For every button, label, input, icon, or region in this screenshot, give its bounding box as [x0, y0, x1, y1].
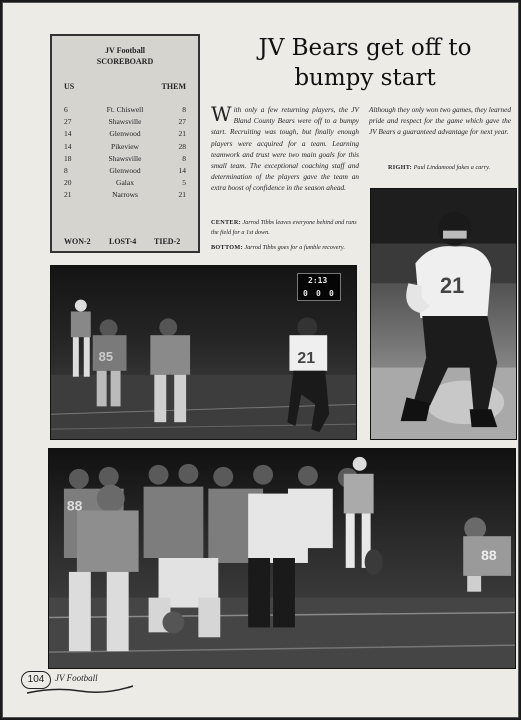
- them-score: 14: [178, 165, 186, 175]
- scoreboard-title-line1: JV Football: [104, 46, 146, 55]
- scoreboard-home-score: 0: [303, 289, 308, 298]
- caption-center-text: Jarrod Tibbs leaves everyone behind and runs the field for a 1st down.: [211, 219, 357, 236]
- opponent: Shawsville: [108, 117, 142, 127]
- story-text-1: ith only a few returning players, the JV Bland County Bears were off to a bumpy start. Recruiting was tough, but finally enough players were acquired for a team. Learning teamwork and trust were two main goals for this small team. The exceptional coaching staff and determination of the players gave the team an extra boost of confidence in the season ahead.: [211, 105, 359, 193]
- headline-line1: JV Bears get off to: [258, 35, 472, 61]
- jersey-number-bottom-right: 88: [481, 547, 497, 563]
- photo-right-scene: [371, 189, 516, 439]
- photo-center: [50, 265, 357, 440]
- photo-bottom-scene: [49, 449, 515, 668]
- us-score: 27: [64, 117, 72, 127]
- us-score: 14: [64, 129, 72, 139]
- opponent: Ft. Chiswell: [106, 105, 144, 114]
- caption-right-label: RIGHT:: [388, 164, 413, 171]
- them-score: 21: [178, 190, 186, 200]
- us-score: 20: [64, 178, 72, 188]
- scoreboard-clock: 2:13: [308, 276, 328, 285]
- opponent: Narrows: [112, 190, 138, 200]
- game-row: [64, 116, 186, 128]
- game-row: [64, 153, 186, 165]
- game-row: [64, 128, 186, 140]
- caption-right: [388, 163, 513, 173]
- opponent: Glenwood: [109, 129, 141, 139]
- caption-center: [211, 218, 361, 237]
- scoreboard-away-score: 0: [329, 289, 334, 298]
- section-label: JV Football: [55, 673, 98, 683]
- them-score: 21: [178, 129, 186, 139]
- them-score: 8: [182, 153, 186, 163]
- page-number: 104: [21, 671, 51, 689]
- game-row: [64, 177, 186, 189]
- opponent: Glenwood: [109, 165, 141, 175]
- lost-count: LOST-4: [109, 237, 137, 246]
- caption-bottom-label: BOTTOM:: [211, 244, 243, 251]
- photo-right: [370, 188, 517, 440]
- opponent: Shawsville: [108, 153, 142, 163]
- photo-bottom: [48, 448, 516, 669]
- headline-line2: bumpy start: [294, 65, 436, 91]
- drop-cap: W: [211, 102, 232, 126]
- scoreboard-title-line2: SCOREBOARD: [96, 57, 154, 66]
- opponent: Galax: [116, 178, 134, 188]
- them-score: 8: [182, 105, 186, 114]
- them-score: 28: [178, 141, 186, 151]
- story-column-2: [369, 104, 511, 138]
- headline: [225, 33, 505, 93]
- jersey-number-center-runner: 21: [297, 349, 316, 367]
- game-row: [64, 141, 186, 153]
- us-score: 14: [64, 141, 72, 151]
- yearbook-page: [2, 2, 519, 718]
- them-score: 27: [178, 117, 186, 127]
- them-column-header: THEM: [161, 82, 186, 91]
- won-count: WON-2: [64, 237, 91, 246]
- caption-bottom: [211, 243, 361, 253]
- scoreboard-title: [52, 45, 198, 67]
- scoreboard-rows: [64, 104, 186, 202]
- jersey-number-center-left: 85: [98, 348, 114, 364]
- us-score: 18: [64, 153, 72, 163]
- us-column-header: US: [64, 82, 75, 91]
- game-row: [64, 189, 186, 201]
- scoreboard-mid-digit: 0: [316, 289, 321, 298]
- them-score: 5: [182, 178, 186, 188]
- story-column-1: [211, 104, 359, 194]
- footer-swash-ornament: [25, 683, 135, 697]
- game-row: [64, 165, 186, 177]
- jersey-number-right: 21: [440, 273, 465, 299]
- story-text-2: Although they only won two games, they learned pride and respect for the game which gave the JV Bears a guaranteed advantage for next year.: [369, 105, 511, 137]
- stadium-scoreboard: [297, 273, 341, 301]
- tied-count: TIED-2: [154, 237, 181, 246]
- caption-right-text: Paul Lindamood fakes a carry.: [413, 164, 491, 171]
- scoreboard-box: [50, 34, 200, 253]
- caption-center-label: CENTER:: [211, 219, 241, 226]
- us-score: 6: [64, 105, 68, 114]
- us-score: 21: [64, 190, 72, 200]
- us-score: 8: [64, 165, 68, 175]
- jersey-number-bottom-left: 88: [66, 497, 83, 514]
- opponent: Pikeview: [111, 141, 139, 151]
- caption-bottom-text: Jarrod Tibbs goes for a fumble recovery.: [244, 244, 345, 251]
- game-row: [64, 104, 186, 116]
